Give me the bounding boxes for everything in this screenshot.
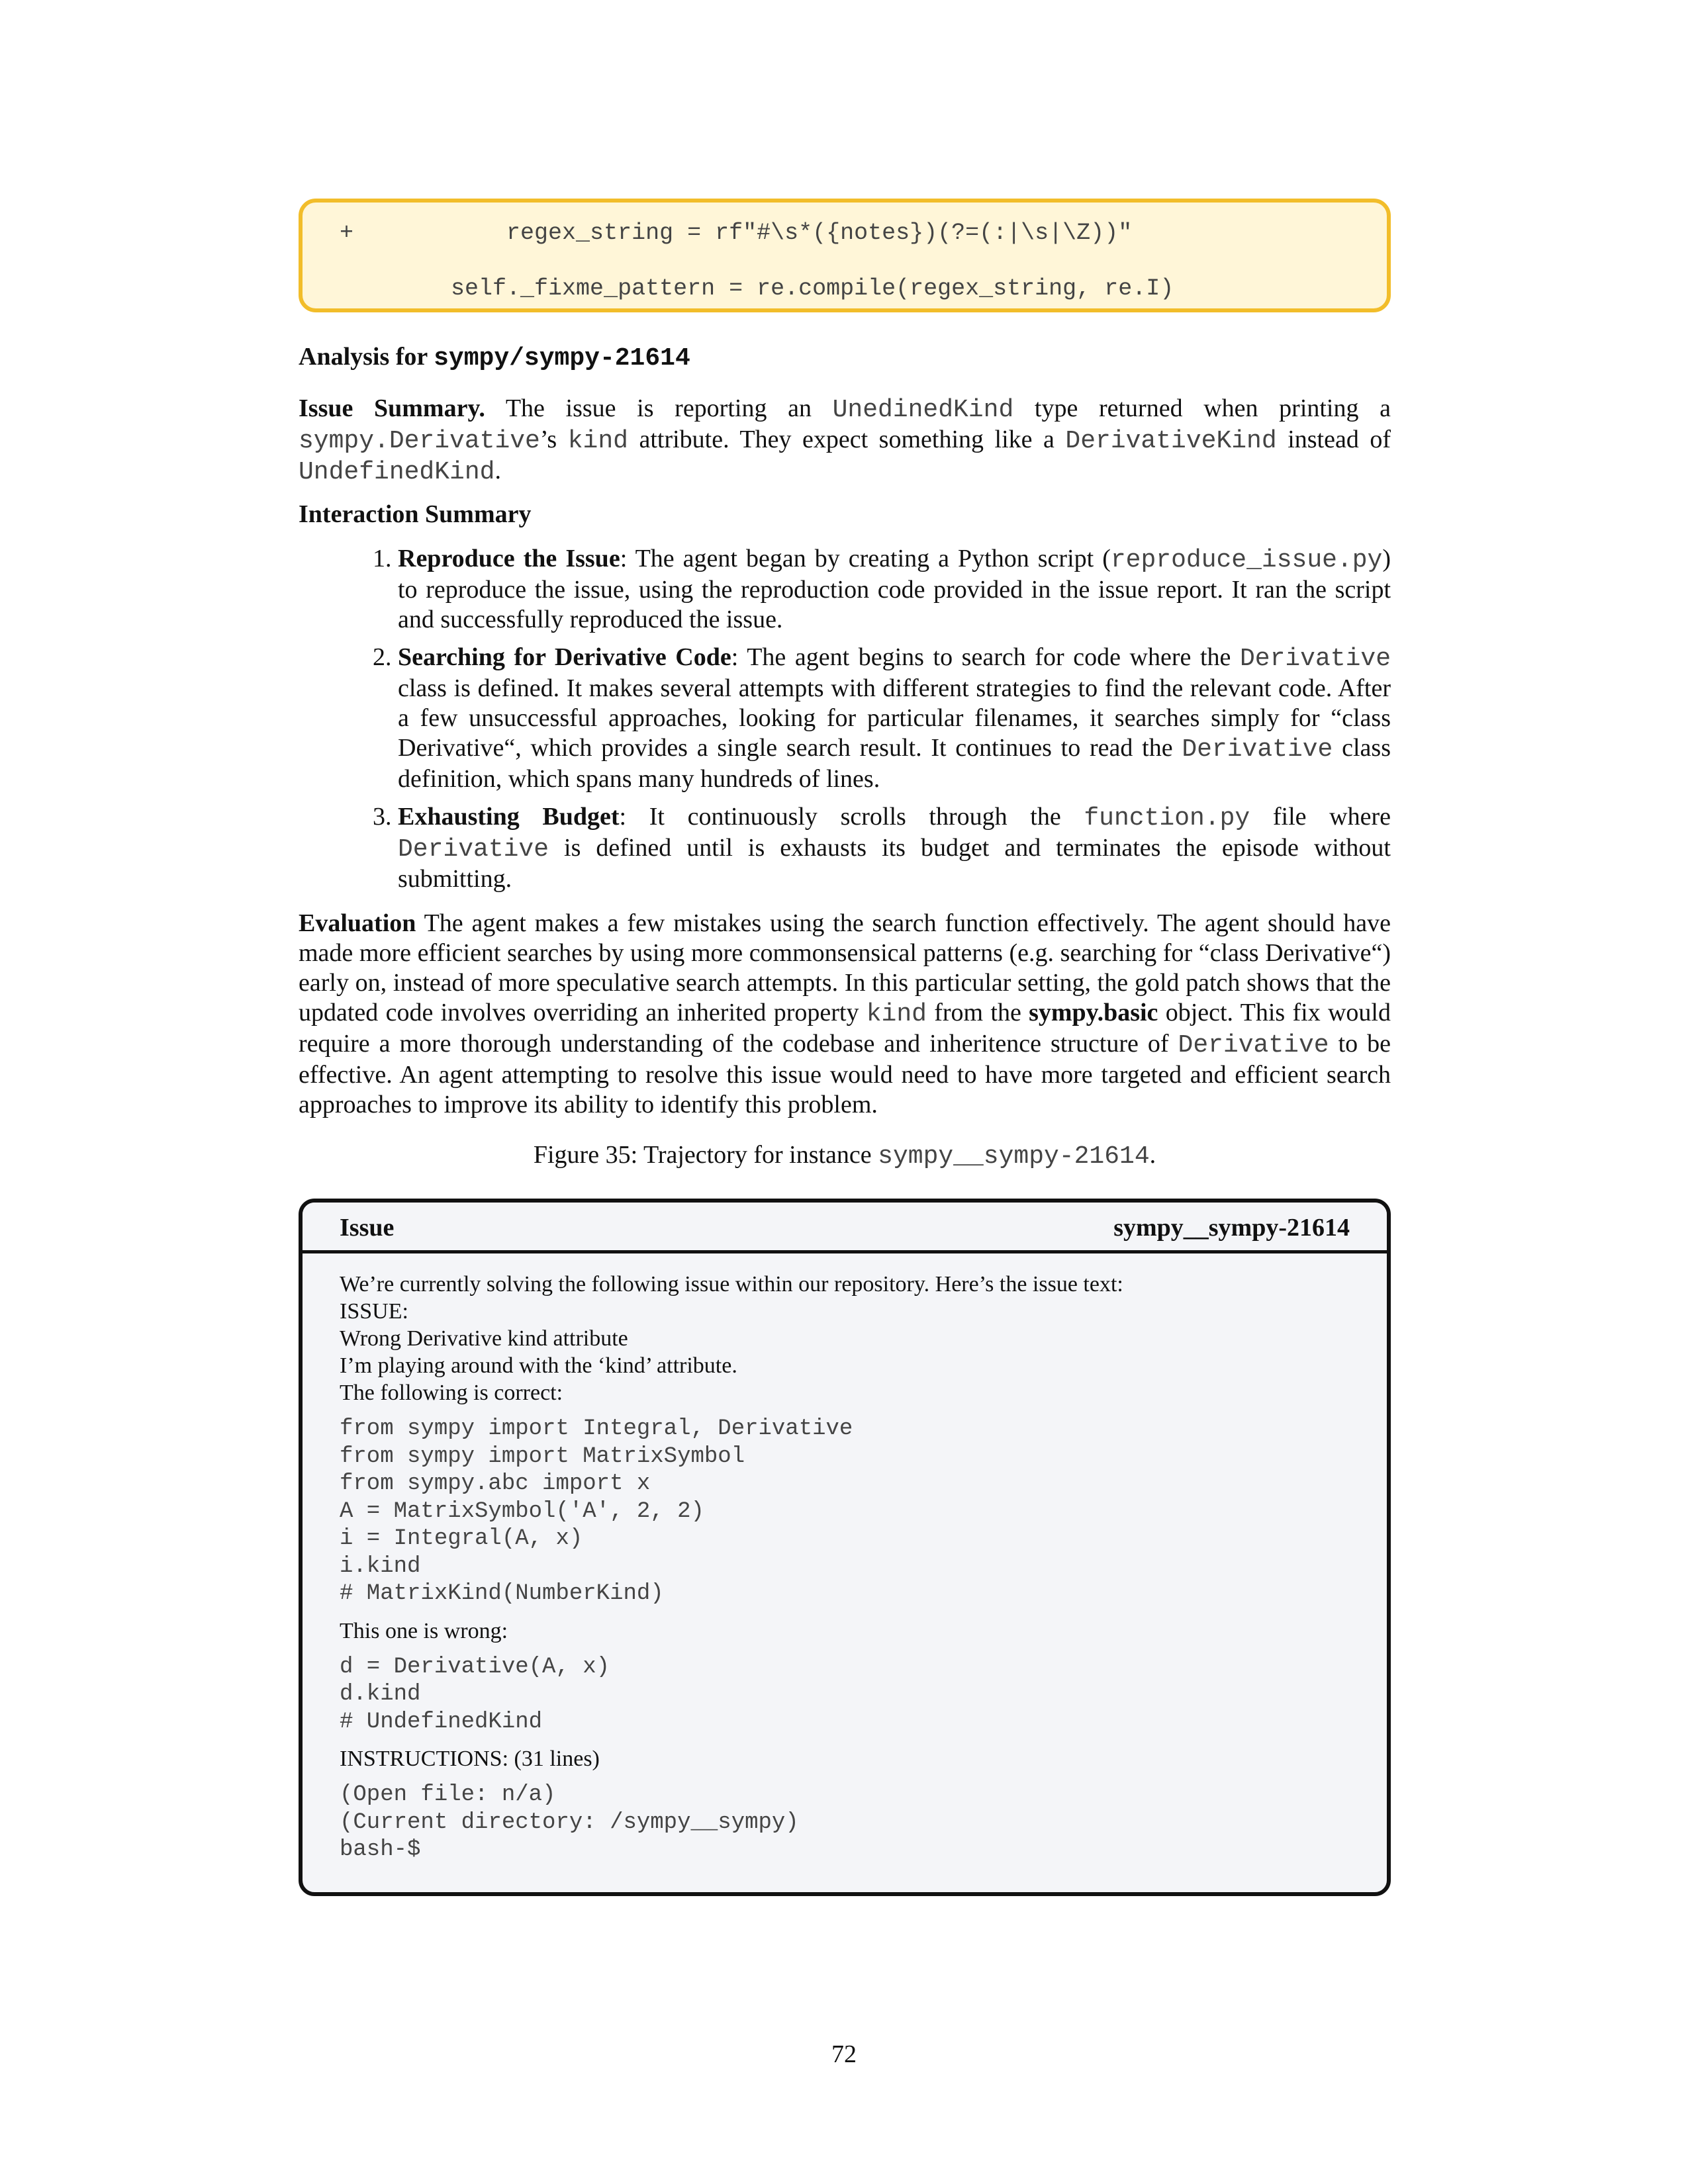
interaction-steps-list xyxy=(299,544,1391,894)
issue-box-title: Issue xyxy=(340,1214,395,1242)
issue-code-correct: from sympy import Integral, Derivative from sympy import MatrixSymbol from sympy.abc import x A = MatrixSymbol('A', 2, 2) i = Integral(A, x) i.kind # MatrixKind(NumberKind) xyxy=(340,1416,853,1606)
issue-intro-line: The following is correct: xyxy=(340,1381,563,1405)
issue-box-header xyxy=(303,1203,1387,1253)
issue-summary-paragraph: Issue Summary. The issue is reporting an UnedinedKind type returned when printing a sympy.Derivative’s kind attribute. They expect something like a DerivativeKind instead of UndefinedKind. xyxy=(299,394,1391,486)
patch-line-context: self._fixme_pattern = re.compile(regex_string, re.I) xyxy=(340,275,1174,302)
patch-code-box xyxy=(299,199,1391,312)
page-number: 72 xyxy=(831,2040,857,2068)
step-searching: 2. Searching for Derivative Code: The agent begins to search for code where the Derivative class is defined. It makes several attempts with different strategies to find the relevant code. After a few unsuccessful approaches, looking for particular filenames, it searches simply for “class Derivative“, which provides a single search result. It continues to read the Derivative class definition, which spans many hundreds of lines. xyxy=(398,643,1391,794)
issue-box xyxy=(299,1199,1391,1896)
issue-summary-label: Issue Summary. xyxy=(299,394,485,422)
step-exhausting-budget: 3. Exhausting Budget: It continuously scrolls through the function.py file where Derivative is defined until is exhausts its budget and terminates the episode without submitting. xyxy=(398,802,1391,894)
issue-intro-line: We’re currently solving the following issue within our repository. Here’s the issue text: xyxy=(340,1272,1123,1297)
patch-line-added: + regex_string = rf"#\s*({notes})(?=(:|\s|\Z))" xyxy=(340,220,1133,246)
issue-box-body xyxy=(303,1253,1387,1892)
analysis-heading-instance: sympy/sympy-21614 xyxy=(434,344,690,373)
issue-instructions: INSTRUCTIONS: (31 lines) xyxy=(340,1747,600,1771)
analysis-heading: Analysis for sympy/sympy-21614 xyxy=(299,343,690,373)
issue-shell-prompt: (Open file: n/a) (Current directory: /sympy__sympy) bash-$ xyxy=(340,1782,799,1862)
issue-wrong-label: This one is wrong: xyxy=(340,1618,508,1643)
issue-intro-line: Wrong Derivative kind attribute xyxy=(340,1326,628,1351)
figure-caption: Figure 35: Trajectory for instance sympy__sympy-21614. xyxy=(533,1141,1156,1171)
issue-intro-line: I’m playing around with the ‘kind’ attribute. xyxy=(340,1353,737,1378)
step-reproduce: 1. Reproduce the Issue: The agent began by creating a Python script (reproduce_issue.py) to reproduce the issue, using the reproduction code provided in the issue report. It ran the script and successfully reproduced the issue. xyxy=(398,544,1391,635)
interaction-summary-heading: Interaction Summary xyxy=(299,500,532,528)
issue-code-wrong: d = Derivative(A, x) d.kind # UndefinedKind xyxy=(340,1654,610,1735)
evaluation-label: Evaluation xyxy=(299,909,416,937)
evaluation-paragraph: Evaluation The agent makes a few mistakes using the search function effectively. The agent should have made more efficient searches by using more commonsensical patterns (e.g. searching for “class Derivative“) early on, instead of more speculative search attempts. In this particular setting, the gold patch shows that the updated code involves overriding an inherited property kind from the sympy.basic object. This fix would require a more thorough understanding of the codebase and inheritence structure of Derivative to be effective. An agent attempting to resolve this issue would need to have more targeted and efficient search approaches to improve its ability to identify this problem. xyxy=(299,909,1391,1118)
issue-intro-line: ISSUE: xyxy=(340,1299,408,1324)
page-content xyxy=(299,199,1391,1896)
issue-box-instance: sympy__sympy-21614 xyxy=(1113,1214,1350,1242)
